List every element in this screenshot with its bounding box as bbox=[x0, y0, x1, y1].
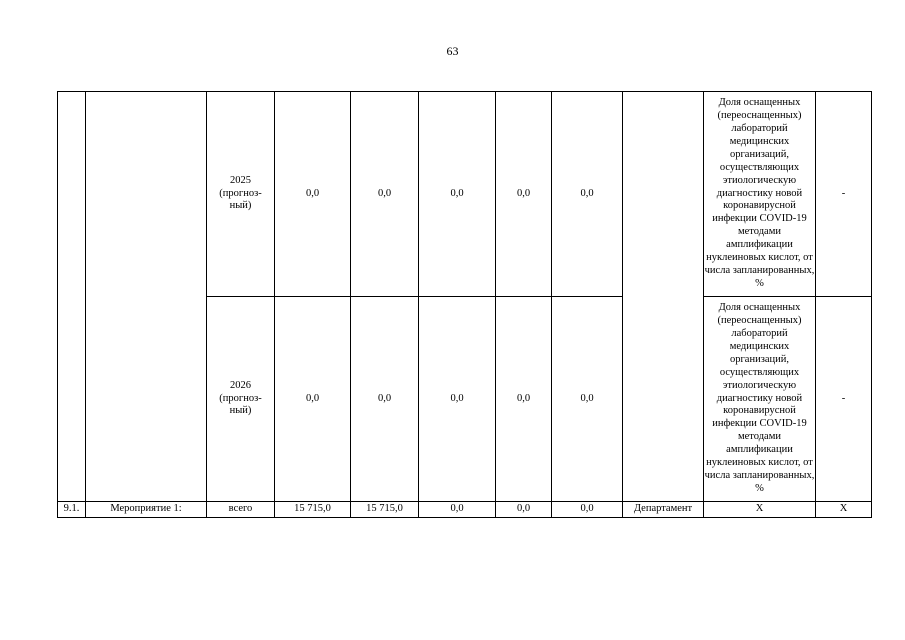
value-cell: 0,0 bbox=[552, 502, 623, 518]
value-cell: 0,0 bbox=[419, 502, 496, 518]
value-cell: 0,0 bbox=[552, 92, 623, 297]
year-note: (прогноз- ный) bbox=[219, 187, 262, 212]
indicator-value-cell: - bbox=[816, 92, 872, 297]
period-cell: всего bbox=[207, 502, 275, 518]
indicator-cell: Доля оснащенных (переоснащенных) лабораторий медицинских организаций, осуществляющих этиологическую диагностику новой коронавирусной инфекции COVID-19 методами амплификации нуклеиновых кислот, от числа запланированных, % bbox=[704, 297, 816, 502]
budget-table bbox=[57, 91, 872, 518]
value-cell: 15 715,0 bbox=[351, 502, 419, 518]
value-cell: 0,0 bbox=[496, 92, 552, 297]
value-cell: 0,0 bbox=[275, 297, 351, 502]
num-cell: 9.1. bbox=[58, 502, 86, 518]
value-cell: 0,0 bbox=[552, 297, 623, 502]
value-cell: 0,0 bbox=[419, 92, 496, 297]
indicator-cell: Х bbox=[704, 502, 816, 518]
year-label: 2025 bbox=[230, 174, 251, 186]
indicator-cell: Доля оснащенных (переоснащенных) лабораторий медицинских организаций, осуществляющих этиологическую диагностику новой коронавирусной инфекции COVID-19 методами амплификации нуклеиновых кислот, от числа запланированных, % bbox=[704, 92, 816, 297]
indicator-value-cell: Х bbox=[816, 502, 872, 518]
year-cell bbox=[207, 297, 275, 502]
executor-cell: Департамент bbox=[623, 502, 704, 518]
value-cell: 0,0 bbox=[496, 297, 552, 502]
year-note: (прогноз- ный) bbox=[219, 392, 262, 417]
table-row bbox=[58, 92, 872, 297]
executor-cell bbox=[623, 92, 704, 502]
value-cell: 0,0 bbox=[275, 92, 351, 297]
year-cell bbox=[207, 92, 275, 297]
value-cell: 0,0 bbox=[496, 502, 552, 518]
name-cell: Мероприятие 1: bbox=[86, 502, 207, 518]
page-number: 63 bbox=[446, 44, 459, 58]
name-cell bbox=[86, 92, 207, 502]
year-label: 2026 bbox=[230, 379, 251, 391]
value-cell: 0,0 bbox=[419, 297, 496, 502]
value-cell: 15 715,0 bbox=[275, 502, 351, 518]
num-cell bbox=[58, 92, 86, 502]
value-cell: 0,0 bbox=[351, 92, 419, 297]
value-cell: 0,0 bbox=[351, 297, 419, 502]
indicator-value-cell: - bbox=[816, 297, 872, 502]
table-row bbox=[58, 502, 872, 518]
